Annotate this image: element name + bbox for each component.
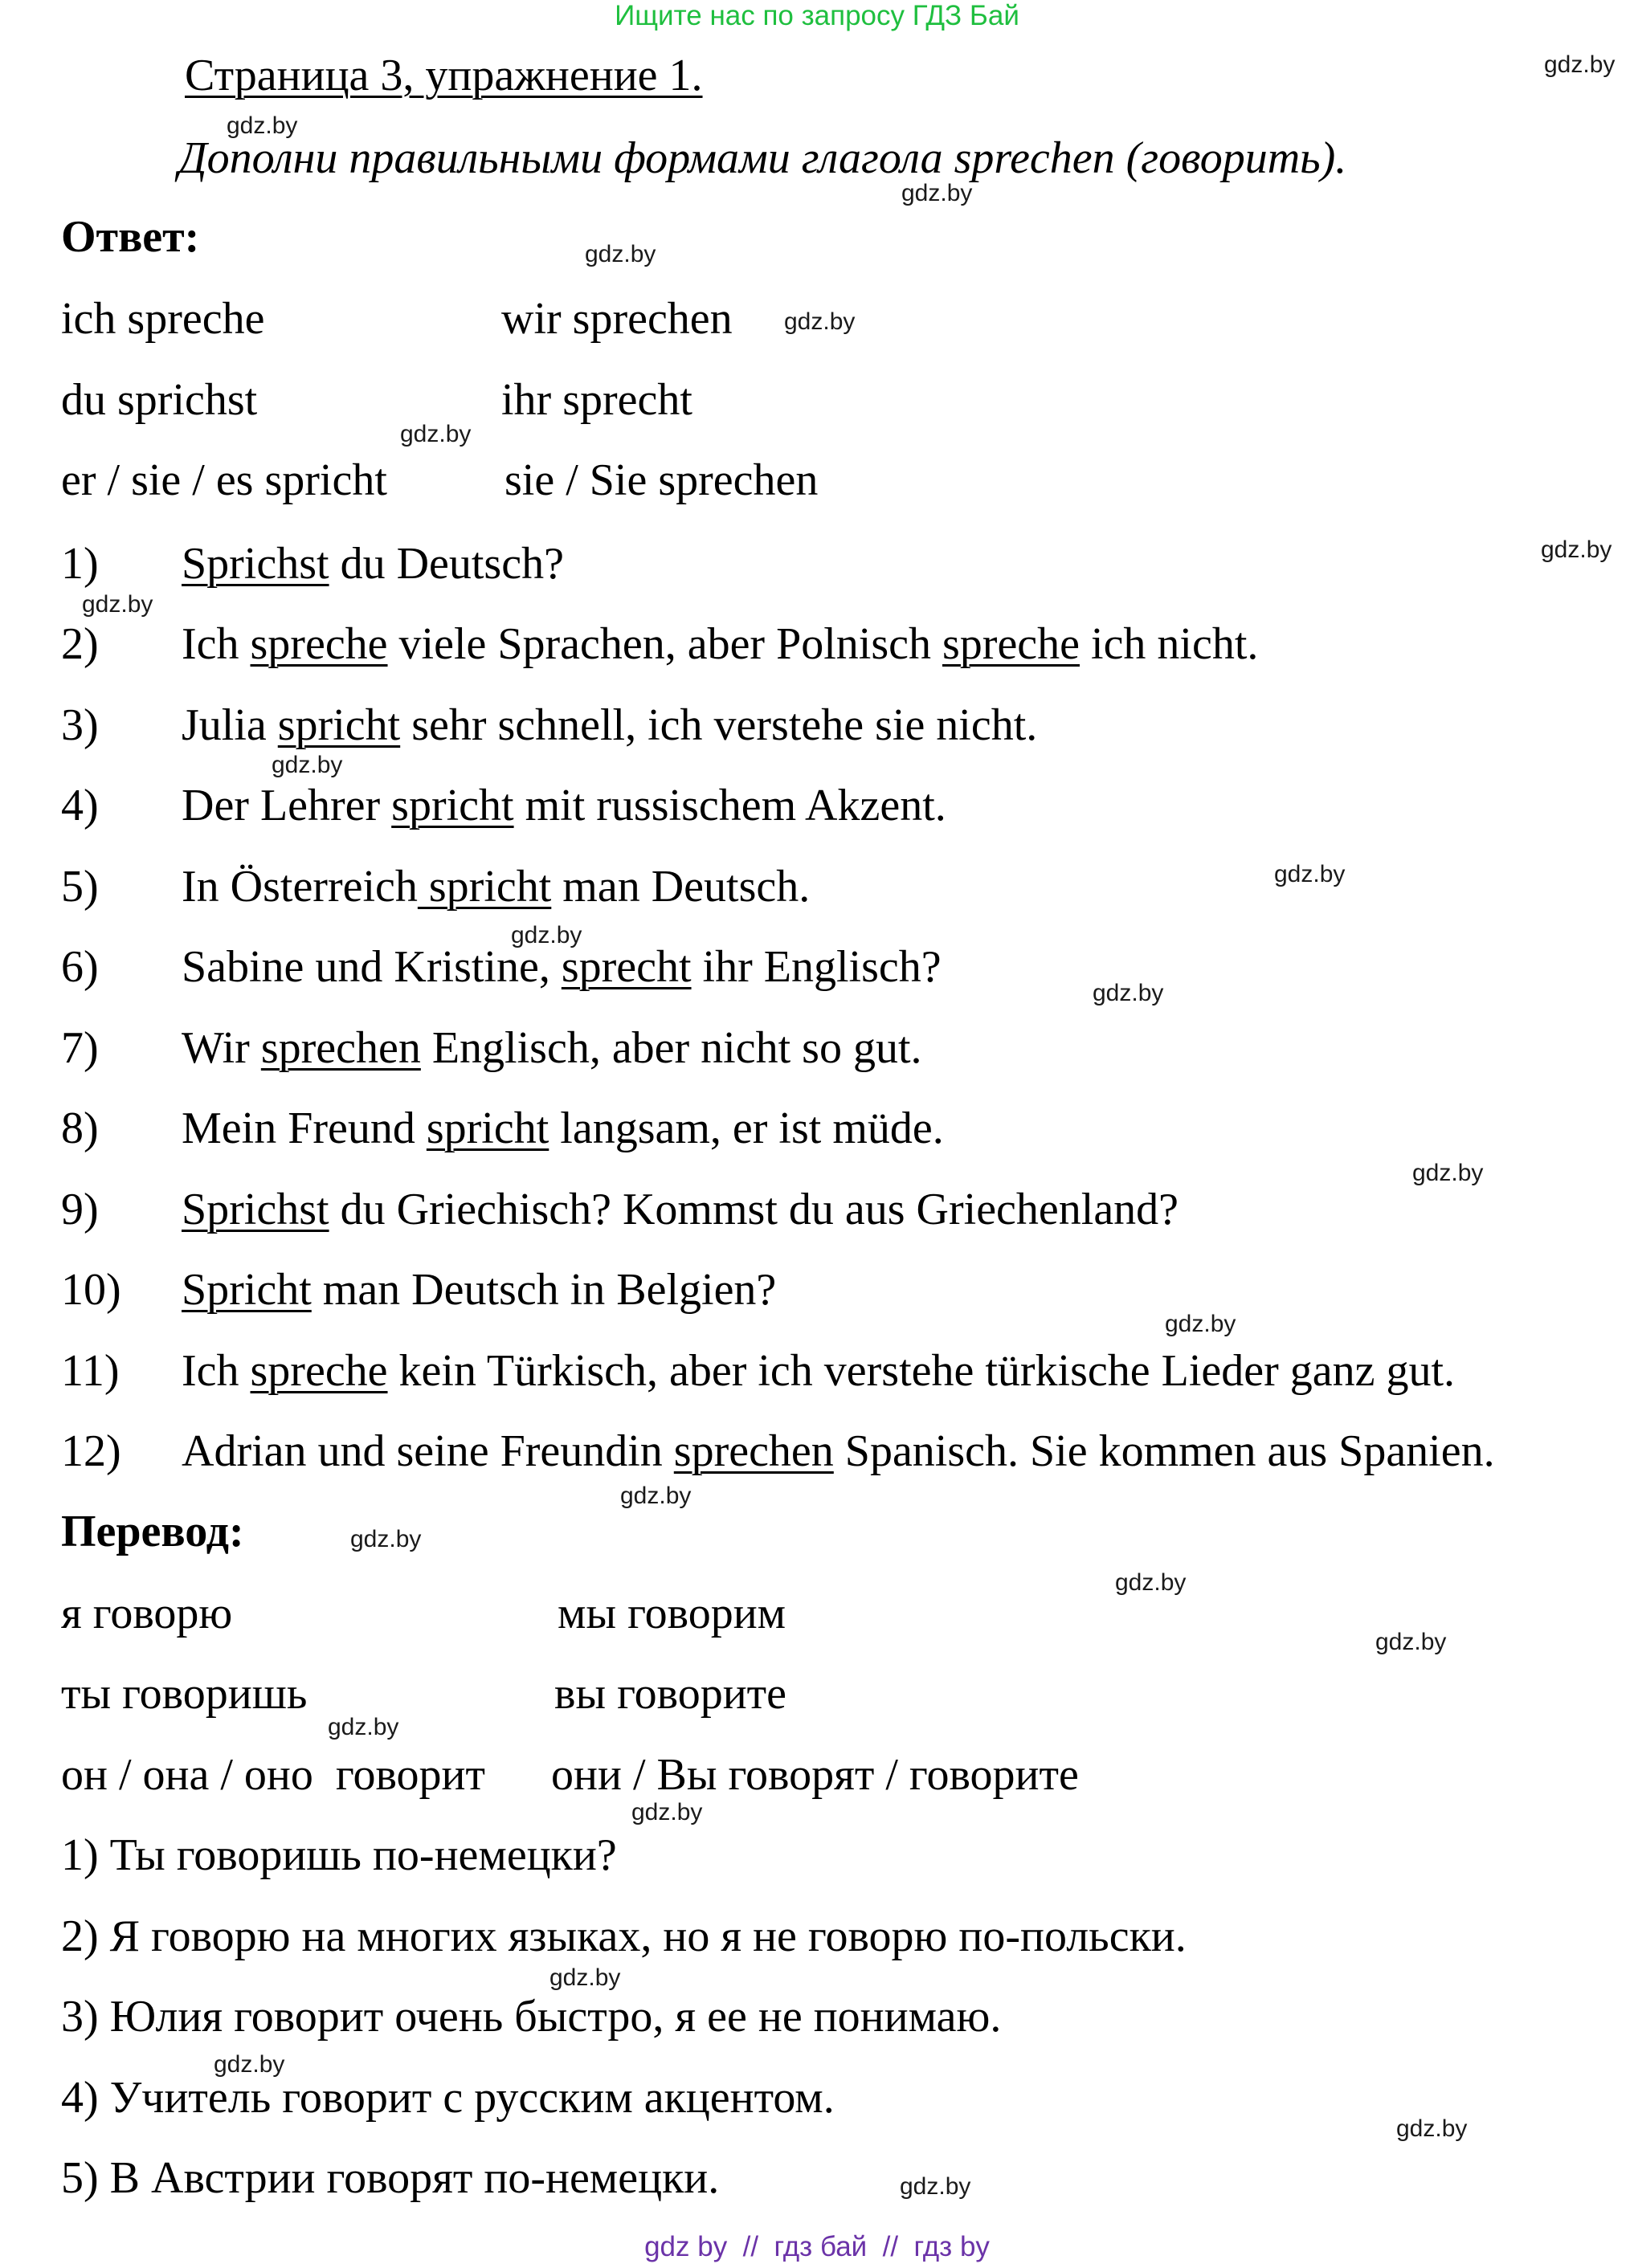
sentence-number: 3) — [61, 700, 99, 750]
watermark: gdz.by — [784, 308, 856, 335]
translation-conjugation-oni: они / Вы говорят / говорите — [551, 1750, 1079, 1800]
sentence-number: 4) — [61, 781, 99, 830]
answer-verb: sprechen — [260, 1023, 421, 1073]
watermark: gdz.by — [631, 1799, 703, 1825]
answer-verb: spricht — [417, 862, 552, 912]
sentence-text: Mein Freund spricht langsam, er ist müde. — [182, 1103, 944, 1153]
sentence-number: 10) — [61, 1265, 121, 1315]
translation-conjugation-my: мы говорим — [558, 1589, 786, 1638]
sentence-number: 7) — [61, 1023, 99, 1073]
watermark: gdz.by — [1165, 1311, 1236, 1337]
answer-verb: Sprichst — [182, 1185, 329, 1234]
watermark: gdz.by — [620, 1483, 692, 1509]
watermark: gdz.by — [1396, 2115, 1468, 2142]
sentence-text: Wir sprechen Englisch, aber nicht so gut. — [182, 1023, 922, 1073]
conjugation-sie-Sie: sie / Sie sprechen — [504, 455, 819, 505]
translation-heading: Перевод: — [61, 1507, 244, 1556]
translation-conjugation-ty: ты говоришь — [61, 1669, 308, 1719]
sentence-number: 1) — [61, 539, 99, 589]
watermark: gdz.by — [1412, 1160, 1484, 1186]
sentence-number: 9) — [61, 1185, 99, 1234]
conjugation-ihr: ihr sprecht — [501, 375, 692, 425]
conjugation-ich: ich spreche — [61, 294, 265, 344]
watermark: gdz.by — [214, 2051, 285, 2078]
watermark: gdz.by — [901, 180, 973, 206]
sentence-text: In Österreich spricht man Deutsch. — [182, 862, 811, 912]
watermark: gdz.by — [400, 421, 472, 447]
answer-verb: spreche — [250, 1346, 388, 1396]
answer-verb: sprecht — [561, 942, 692, 992]
sentence-number: 6) — [61, 942, 99, 992]
watermark: gdz.by — [272, 752, 343, 778]
answer-verb: spricht — [426, 1103, 549, 1153]
sentence-text: Der Lehrer spricht mit russischem Akzent. — [182, 781, 946, 830]
sentence-number: 11) — [61, 1346, 120, 1396]
conjugation-du: du sprichst — [61, 375, 258, 425]
answer-verb: spricht — [277, 700, 401, 750]
translation-conjugation-ya: я говорю — [61, 1589, 233, 1638]
watermark: gdz.by — [1541, 536, 1612, 563]
conjugation-er-sie-es: er / sie / es spricht — [61, 455, 387, 505]
answer-verb: Spricht — [182, 1265, 312, 1315]
sentence-number: 12) — [61, 1426, 121, 1476]
sentence-text: Sabine und Kristine, sprecht ihr Englisch? — [182, 942, 942, 992]
translation-line: 5) В Австрии говорят по-немецки. — [61, 2153, 720, 2203]
translation-conjugation-on-ona-ono: он / она / оно говорит — [61, 1750, 485, 1800]
sentence-number: 2) — [61, 619, 99, 669]
watermark: gdz.by — [1375, 1629, 1447, 1655]
sentence-text: Ich spreche viele Sprachen, aber Polnisch spreche ich nicht. — [182, 619, 1259, 669]
page-title: Страница 3, упражнение 1. — [185, 51, 703, 100]
translation-line: 4) Учитель говорит с русским акцентом. — [61, 2073, 835, 2123]
watermark: gdz.by — [1274, 861, 1346, 887]
answer-heading: Ответ: — [61, 212, 200, 262]
conjugation-wir: wir sprechen — [501, 294, 733, 344]
answer-verb: spreche — [942, 619, 1080, 669]
sentence-text: Sprichst du Griechisch? Kommst du aus Griechenland? — [182, 1185, 1179, 1234]
watermark: gdz.by — [227, 112, 298, 139]
sentence-number: 5) — [61, 862, 99, 912]
watermark: gdz.by — [328, 1714, 399, 1740]
translation-line: 2) Я говорю на многих языках, но я не говорю по-польски. — [61, 1911, 1187, 1961]
watermark: gdz.by — [900, 2173, 971, 2200]
answer-verb: Sprichst — [182, 539, 329, 589]
answer-verb: spricht — [391, 781, 514, 830]
sentence-text: Adrian und seine Freundin sprechen Spanisch. Sie kommen aus Spanien. — [182, 1426, 1495, 1476]
top-banner[interactable]: Ищите нас по запросу ГДЗ Бай — [615, 0, 1019, 31]
watermark: gdz.by — [1115, 1569, 1187, 1596]
watermark: gdz.by — [350, 1526, 422, 1552]
watermark: gdz.by — [511, 922, 582, 948]
watermark: gdz.by — [82, 591, 153, 618]
translation-conjugation-vy: вы говорите — [554, 1669, 786, 1719]
watermark: gdz.by — [1093, 980, 1164, 1006]
sentence-text: Julia spricht sehr schnell, ich verstehe sie nicht. — [182, 700, 1038, 750]
translation-line: 3) Юлия говорит очень быстро, я ее не понимаю. — [61, 1992, 1002, 2042]
sentence-text: Sprichst du Deutsch? — [182, 539, 564, 589]
answer-verb: spreche — [250, 619, 388, 669]
sentence-text: Spricht man Deutsch in Belgien? — [182, 1265, 777, 1315]
task-instruction: Дополни правильными формами глагола sprechen (говорить). — [178, 133, 1347, 183]
sentence-number: 8) — [61, 1103, 99, 1153]
footer-links[interactable]: gdz by // гдз бай // гдз by — [644, 2231, 990, 2262]
watermark: gdz.by — [585, 241, 656, 267]
answer-verb: sprechen — [673, 1426, 834, 1476]
sentence-text: Ich spreche kein Türkisch, aber ich verstehe türkische Lieder ganz gut. — [182, 1346, 1455, 1396]
watermark: gdz.by — [549, 1964, 621, 1991]
translation-line: 1) Ты говоришь по-немецки? — [61, 1830, 617, 1880]
watermark: gdz.by — [1544, 51, 1616, 78]
